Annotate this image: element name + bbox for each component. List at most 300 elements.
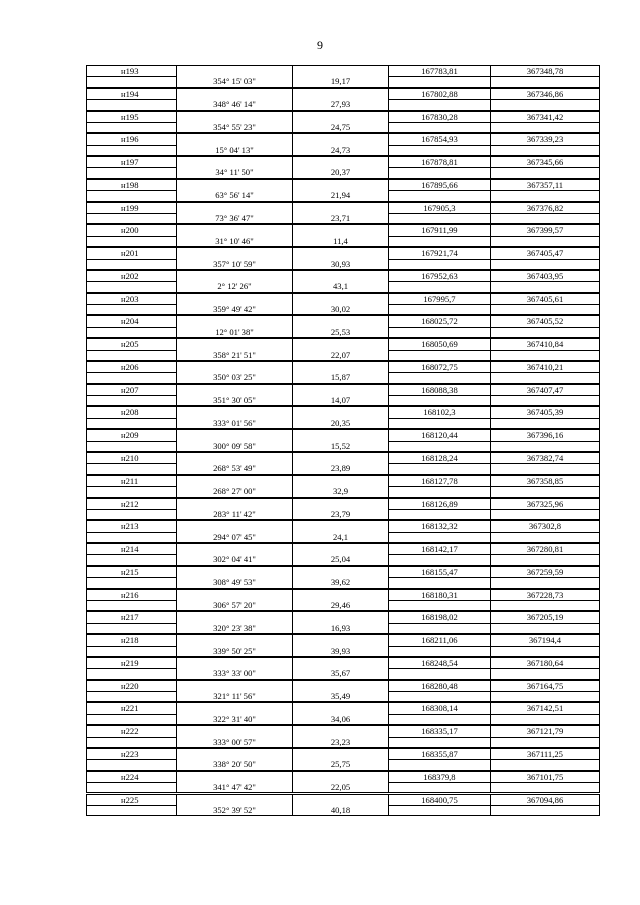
- point-name: н220: [86, 680, 177, 691]
- direction-angle: 268° 27' 00": [176, 486, 293, 497]
- distance: 35,67: [292, 668, 389, 679]
- empty-cell: [388, 236, 491, 247]
- empty-cell: [292, 384, 389, 395]
- empty-cell: [490, 691, 600, 702]
- empty-cell: [490, 646, 600, 657]
- distance: 35,49: [292, 691, 389, 702]
- y-coordinate: 367405,47: [490, 247, 600, 258]
- table-row: [86, 702, 600, 725]
- y-coordinate: 367346,86: [490, 88, 600, 99]
- y-coordinate: 367405,52: [490, 315, 600, 326]
- distance: 24,73: [292, 145, 389, 156]
- direction-angle: 268° 53' 49": [176, 463, 293, 474]
- direction-angle: 359° 49' 42": [176, 304, 293, 315]
- empty-cell: [292, 247, 389, 258]
- empty-cell: [86, 99, 177, 110]
- empty-cell: [388, 759, 491, 770]
- x-coordinate: 168308,14: [388, 702, 491, 713]
- y-coordinate: 367403,95: [490, 270, 600, 281]
- x-coordinate: 167802,88: [388, 88, 491, 99]
- y-coordinate: 367348,78: [490, 65, 600, 76]
- empty-cell: [176, 429, 293, 440]
- y-coordinate: 367142,51: [490, 702, 600, 713]
- y-coordinate: 367259,59: [490, 566, 600, 577]
- x-coordinate: 168088,38: [388, 384, 491, 395]
- empty-cell: [388, 623, 491, 634]
- empty-cell: [86, 122, 177, 133]
- point-name: н212: [86, 498, 177, 509]
- point-name: н207: [86, 384, 177, 395]
- table-row: [86, 748, 600, 771]
- distance: 20,37: [292, 167, 389, 178]
- table-row: [86, 384, 600, 407]
- empty-cell: [86, 145, 177, 156]
- empty-cell: [388, 190, 491, 201]
- point-name: н224: [86, 771, 177, 782]
- empty-cell: [176, 771, 293, 782]
- empty-cell: [176, 634, 293, 645]
- y-coordinate: 367339,23: [490, 133, 600, 144]
- point-name: н215: [86, 566, 177, 577]
- empty-cell: [388, 441, 491, 452]
- empty-cell: [490, 418, 600, 429]
- table-row: [86, 293, 600, 316]
- empty-cell: [490, 441, 600, 452]
- empty-cell: [388, 646, 491, 657]
- empty-cell: [86, 646, 177, 657]
- empty-cell: [176, 384, 293, 395]
- empty-cell: [86, 486, 177, 497]
- empty-cell: [292, 224, 389, 235]
- empty-cell: [292, 611, 389, 622]
- distance: 16,93: [292, 623, 389, 634]
- empty-cell: [292, 315, 389, 326]
- empty-cell: [292, 111, 389, 122]
- empty-cell: [388, 600, 491, 611]
- direction-angle: 333° 33' 00": [176, 668, 293, 679]
- y-coordinate: 367180,64: [490, 657, 600, 668]
- empty-cell: [86, 782, 177, 793]
- table-row: [86, 224, 600, 247]
- x-coordinate: 168127,78: [388, 475, 491, 486]
- empty-cell: [388, 418, 491, 429]
- point-name: н195: [86, 111, 177, 122]
- y-coordinate: 367345,66: [490, 156, 600, 167]
- y-coordinate: 367341,42: [490, 111, 600, 122]
- empty-cell: [490, 714, 600, 725]
- empty-cell: [176, 589, 293, 600]
- empty-cell: [292, 202, 389, 213]
- empty-cell: [86, 668, 177, 679]
- point-name: н208: [86, 406, 177, 417]
- point-name: н199: [86, 202, 177, 213]
- point-name: н196: [86, 133, 177, 144]
- empty-cell: [490, 372, 600, 383]
- direction-angle: 2° 12' 26": [176, 281, 293, 292]
- empty-cell: [176, 406, 293, 417]
- empty-cell: [490, 99, 600, 110]
- point-name: н200: [86, 224, 177, 235]
- empty-cell: [490, 737, 600, 748]
- empty-cell: [388, 509, 491, 520]
- table-row: [86, 111, 600, 134]
- direction-angle: 34° 11' 50": [176, 167, 293, 178]
- empty-cell: [388, 76, 491, 87]
- coordinates-table: [86, 65, 600, 816]
- empty-cell: [176, 65, 293, 76]
- distance: 20,35: [292, 418, 389, 429]
- empty-cell: [176, 270, 293, 281]
- empty-cell: [86, 441, 177, 452]
- point-name: н222: [86, 725, 177, 736]
- distance: 27,93: [292, 99, 389, 110]
- empty-cell: [292, 270, 389, 281]
- x-coordinate: 168335,17: [388, 725, 491, 736]
- empty-cell: [176, 657, 293, 668]
- direction-angle: 308° 49' 53": [176, 577, 293, 588]
- empty-cell: [86, 76, 177, 87]
- table-row: [86, 634, 600, 657]
- empty-cell: [292, 88, 389, 99]
- empty-cell: [86, 167, 177, 178]
- empty-cell: [388, 668, 491, 679]
- empty-cell: [388, 532, 491, 543]
- empty-cell: [86, 759, 177, 770]
- distance: 23,23: [292, 737, 389, 748]
- empty-cell: [388, 714, 491, 725]
- y-coordinate: 367205,19: [490, 611, 600, 622]
- empty-cell: [86, 714, 177, 725]
- x-coordinate: 168120,44: [388, 429, 491, 440]
- table-row: [86, 771, 600, 794]
- y-coordinate: 367399,57: [490, 224, 600, 235]
- point-name: н217: [86, 611, 177, 622]
- y-coordinate: 367376,82: [490, 202, 600, 213]
- empty-cell: [86, 304, 177, 315]
- x-coordinate: 167830,28: [388, 111, 491, 122]
- empty-cell: [490, 463, 600, 474]
- point-name: н219: [86, 657, 177, 668]
- empty-cell: [292, 498, 389, 509]
- distance: 39,62: [292, 577, 389, 588]
- empty-cell: [176, 133, 293, 144]
- distance: 23,89: [292, 463, 389, 474]
- empty-cell: [490, 190, 600, 201]
- empty-cell: [176, 725, 293, 736]
- table-row: [86, 657, 600, 680]
- empty-cell: [176, 520, 293, 531]
- distance: 24,1: [292, 532, 389, 543]
- point-name: н205: [86, 338, 177, 349]
- empty-cell: [490, 486, 600, 497]
- x-coordinate: 167783,81: [388, 65, 491, 76]
- empty-cell: [176, 247, 293, 258]
- empty-cell: [86, 350, 177, 361]
- empty-cell: [388, 122, 491, 133]
- point-name: н213: [86, 520, 177, 531]
- empty-cell: [176, 794, 293, 805]
- empty-cell: [490, 167, 600, 178]
- empty-cell: [86, 737, 177, 748]
- empty-cell: [292, 589, 389, 600]
- empty-cell: [292, 725, 389, 736]
- x-coordinate: 168072,75: [388, 361, 491, 372]
- empty-cell: [292, 293, 389, 304]
- distance: 23,79: [292, 509, 389, 520]
- empty-cell: [176, 156, 293, 167]
- x-coordinate: 168248,54: [388, 657, 491, 668]
- empty-cell: [176, 543, 293, 554]
- x-coordinate: 167895,66: [388, 179, 491, 190]
- y-coordinate: 367396,16: [490, 429, 600, 440]
- empty-cell: [176, 338, 293, 349]
- empty-cell: [86, 213, 177, 224]
- table-row: [86, 498, 600, 521]
- empty-cell: [176, 680, 293, 691]
- table-row: [86, 361, 600, 384]
- empty-cell: [86, 281, 177, 292]
- table-row: [86, 156, 600, 179]
- distance: 19,17: [292, 76, 389, 87]
- empty-cell: [388, 486, 491, 497]
- empty-cell: [490, 213, 600, 224]
- empty-cell: [388, 259, 491, 270]
- distance: 29,46: [292, 600, 389, 611]
- empty-cell: [292, 657, 389, 668]
- distance: 24,75: [292, 122, 389, 133]
- point-name: н193: [86, 65, 177, 76]
- empty-cell: [86, 623, 177, 634]
- x-coordinate: 167921,74: [388, 247, 491, 258]
- empty-cell: [388, 281, 491, 292]
- empty-cell: [292, 338, 389, 349]
- distance: 21,94: [292, 190, 389, 201]
- point-name: н210: [86, 452, 177, 463]
- direction-angle: 31° 10' 46": [176, 236, 293, 247]
- table-row: [86, 611, 600, 634]
- direction-angle: 333° 00' 57": [176, 737, 293, 748]
- distance: 25,75: [292, 759, 389, 770]
- x-coordinate: 168126,89: [388, 498, 491, 509]
- empty-cell: [292, 794, 389, 805]
- y-coordinate: 367405,39: [490, 406, 600, 417]
- x-coordinate: 167995,7: [388, 293, 491, 304]
- empty-cell: [292, 680, 389, 691]
- x-coordinate: 168211,06: [388, 634, 491, 645]
- direction-angle: 354° 55' 23": [176, 122, 293, 133]
- empty-cell: [86, 190, 177, 201]
- table-row: [86, 452, 600, 475]
- table-row: [86, 543, 600, 566]
- y-coordinate: 367410,84: [490, 338, 600, 349]
- direction-angle: 358° 21' 51": [176, 350, 293, 361]
- y-coordinate: 367094,86: [490, 794, 600, 805]
- empty-cell: [292, 771, 389, 782]
- table-row: [86, 247, 600, 270]
- distance: 11,4: [292, 236, 389, 247]
- empty-cell: [292, 179, 389, 190]
- empty-cell: [490, 600, 600, 611]
- direction-angle: 351° 30' 05": [176, 395, 293, 406]
- distance: 32,9: [292, 486, 389, 497]
- direction-angle: 322° 31' 40": [176, 714, 293, 725]
- empty-cell: [176, 88, 293, 99]
- empty-cell: [490, 281, 600, 292]
- table-row: [86, 794, 600, 817]
- empty-cell: [292, 543, 389, 554]
- point-name: н201: [86, 247, 177, 258]
- empty-cell: [490, 782, 600, 793]
- point-name: н214: [86, 543, 177, 554]
- empty-cell: [86, 805, 177, 816]
- direction-angle: 73° 36' 47": [176, 213, 293, 224]
- point-name: н197: [86, 156, 177, 167]
- distance: 25,04: [292, 554, 389, 565]
- empty-cell: [292, 156, 389, 167]
- y-coordinate: 367280,81: [490, 543, 600, 554]
- empty-cell: [86, 600, 177, 611]
- direction-angle: 302° 04' 41": [176, 554, 293, 565]
- direction-angle: 338° 20' 50": [176, 759, 293, 770]
- direction-angle: 306° 57' 20": [176, 600, 293, 611]
- y-coordinate: 367382,74: [490, 452, 600, 463]
- empty-cell: [388, 782, 491, 793]
- table-row: [86, 133, 600, 156]
- point-name: н221: [86, 702, 177, 713]
- direction-angle: 15° 04' 13": [176, 145, 293, 156]
- table-row: [86, 725, 600, 748]
- distance: 43,1: [292, 281, 389, 292]
- distance: 30,93: [292, 259, 389, 270]
- y-coordinate: 367194,4: [490, 634, 600, 645]
- empty-cell: [490, 509, 600, 520]
- y-coordinate: 367325,96: [490, 498, 600, 509]
- x-coordinate: 167905,3: [388, 202, 491, 213]
- empty-cell: [388, 99, 491, 110]
- empty-cell: [292, 566, 389, 577]
- distance: 22,07: [292, 350, 389, 361]
- empty-cell: [176, 748, 293, 759]
- table-row: [86, 65, 600, 88]
- direction-angle: 63° 56' 14": [176, 190, 293, 201]
- distance: 22,05: [292, 782, 389, 793]
- empty-cell: [490, 236, 600, 247]
- point-name: н198: [86, 179, 177, 190]
- distance: 30,02: [292, 304, 389, 315]
- empty-cell: [292, 429, 389, 440]
- empty-cell: [388, 395, 491, 406]
- empty-cell: [490, 668, 600, 679]
- empty-cell: [292, 702, 389, 713]
- empty-cell: [292, 133, 389, 144]
- x-coordinate: 168050,69: [388, 338, 491, 349]
- empty-cell: [490, 532, 600, 543]
- empty-cell: [388, 167, 491, 178]
- empty-cell: [86, 259, 177, 270]
- table-row: [86, 475, 600, 498]
- y-coordinate: 367121,79: [490, 725, 600, 736]
- page-number: 9: [317, 38, 323, 52]
- empty-cell: [86, 463, 177, 474]
- point-name: н203: [86, 293, 177, 304]
- empty-cell: [490, 554, 600, 565]
- empty-cell: [292, 520, 389, 531]
- y-coordinate: 367164,75: [490, 680, 600, 691]
- direction-angle: 341° 47' 42": [176, 782, 293, 793]
- empty-cell: [176, 361, 293, 372]
- empty-cell: [388, 350, 491, 361]
- x-coordinate: 167911,99: [388, 224, 491, 235]
- x-coordinate: 168102,3: [388, 406, 491, 417]
- y-coordinate: 367111,25: [490, 748, 600, 759]
- table-row: [86, 566, 600, 589]
- x-coordinate: 168198,02: [388, 611, 491, 622]
- distance: 14,07: [292, 395, 389, 406]
- direction-angle: 339° 50' 25": [176, 646, 293, 657]
- empty-cell: [388, 372, 491, 383]
- empty-cell: [176, 111, 293, 122]
- table-row: [86, 406, 600, 429]
- direction-angle: 350° 03' 25": [176, 372, 293, 383]
- point-name: н209: [86, 429, 177, 440]
- x-coordinate: 167854,93: [388, 133, 491, 144]
- x-coordinate: 167952,63: [388, 270, 491, 281]
- point-name: н211: [86, 475, 177, 486]
- distance: 39,93: [292, 646, 389, 657]
- empty-cell: [490, 805, 600, 816]
- y-coordinate: 367228,73: [490, 589, 600, 600]
- empty-cell: [86, 509, 177, 520]
- x-coordinate: 168180,31: [388, 589, 491, 600]
- empty-cell: [86, 372, 177, 383]
- y-coordinate: 367407,47: [490, 384, 600, 395]
- point-name: н216: [86, 589, 177, 600]
- empty-cell: [490, 145, 600, 156]
- empty-cell: [176, 179, 293, 190]
- distance: 15,87: [292, 372, 389, 383]
- point-name: н223: [86, 748, 177, 759]
- y-coordinate: 367405,61: [490, 293, 600, 304]
- table-row: [86, 202, 600, 225]
- x-coordinate: 168355,87: [388, 748, 491, 759]
- empty-cell: [388, 737, 491, 748]
- x-coordinate: 168280,48: [388, 680, 491, 691]
- empty-cell: [176, 702, 293, 713]
- direction-angle: 300° 09' 58": [176, 441, 293, 452]
- distance: 40,18: [292, 805, 389, 816]
- empty-cell: [490, 577, 600, 588]
- x-coordinate: 167878,81: [388, 156, 491, 167]
- direction-angle: 348° 46' 14": [176, 99, 293, 110]
- empty-cell: [388, 463, 491, 474]
- empty-cell: [388, 805, 491, 816]
- empty-cell: [490, 350, 600, 361]
- y-coordinate: 367357,11: [490, 179, 600, 190]
- point-name: н194: [86, 88, 177, 99]
- table-row: [86, 88, 600, 111]
- table-row: [86, 680, 600, 703]
- empty-cell: [86, 395, 177, 406]
- empty-cell: [490, 327, 600, 338]
- empty-cell: [176, 202, 293, 213]
- empty-cell: [176, 315, 293, 326]
- empty-cell: [86, 577, 177, 588]
- table-row: [86, 520, 600, 543]
- empty-cell: [490, 759, 600, 770]
- empty-cell: [86, 554, 177, 565]
- y-coordinate: 367410,21: [490, 361, 600, 372]
- empty-cell: [388, 577, 491, 588]
